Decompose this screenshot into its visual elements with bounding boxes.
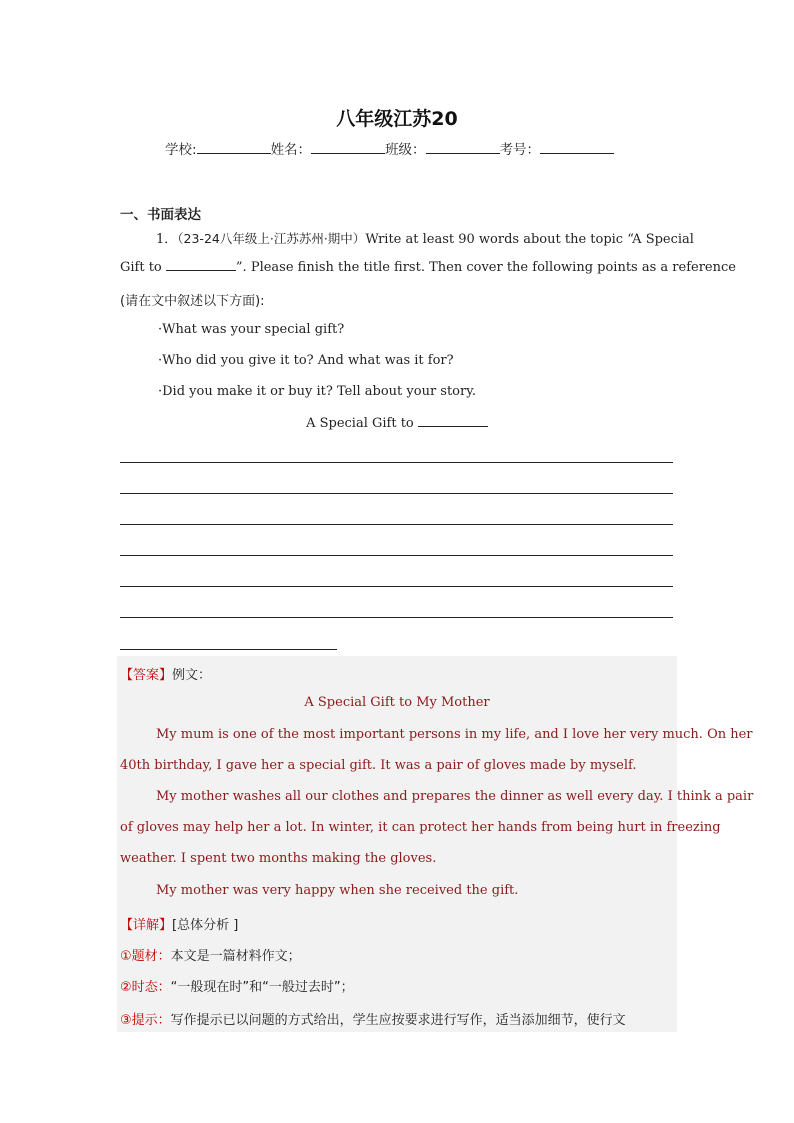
- point-3: ·Did you make it or buy it? Tell about your story.: [158, 384, 476, 399]
- answer-line-3: My mother washes all our clothes and prepares the dinner as well every day. I think a pair: [156, 789, 754, 804]
- essay-title-line: [120, 415, 674, 431]
- writing-line: [120, 462, 673, 463]
- name-label: 姓名：: [270, 142, 312, 158]
- answer-line-5: weather. I spent two months making the gloves.: [120, 851, 437, 866]
- detail-item-3: [120, 1009, 674, 1028]
- detail-marker-1: ①: [120, 949, 132, 964]
- answer-line-2: 40th birthday, I gave her a special gift. It was a pair of gloves made by myself.: [120, 758, 637, 773]
- detail-label: 【详解】: [120, 918, 173, 933]
- point-1: ·What was your special gift?: [158, 322, 345, 337]
- detail-heading: [总体分析 ]: [172, 918, 239, 933]
- answer-header: [120, 664, 674, 683]
- writing-line: [120, 555, 673, 556]
- writing-line: [120, 617, 673, 618]
- detail-item-text-2: “一般现在时”和“一般过去时”；: [170, 980, 354, 995]
- detail-header: [120, 914, 674, 933]
- writing-line: [120, 493, 673, 494]
- detail-item-label-1: 题材：: [131, 949, 171, 964]
- school-field[interactable]: [197, 141, 271, 154]
- answer-line-4: of gloves may help her a lot. In winter, it can protect her hands from being hurt in freezing: [120, 820, 721, 835]
- number-label: 考号：: [499, 142, 541, 158]
- question-text-2a: Gift to: [120, 260, 162, 275]
- point-2: ·Who did you give it to? And what was it for?: [158, 353, 454, 368]
- answer-label: 【答案】: [120, 668, 173, 683]
- answer-label-suffix: 例文：: [172, 668, 212, 683]
- page-title: 八年级江苏20: [336, 108, 458, 130]
- question-line-2: [120, 259, 736, 275]
- student-info-line: [165, 138, 614, 158]
- essay-title-prompt: A Special Gift to: [306, 416, 414, 431]
- detail-marker-3: ③: [120, 1013, 132, 1028]
- class-field[interactable]: [426, 141, 500, 154]
- writing-line: [120, 586, 673, 587]
- answer-line-6: My mother was very happy when she received the gift.: [156, 883, 519, 898]
- title-blank: [166, 259, 236, 271]
- question-line-1: [120, 228, 694, 247]
- detail-item-1: [120, 945, 674, 964]
- question-line-3: (请在文中叙述以下方面):: [120, 294, 265, 309]
- question-source: （23-24八年级上·江苏苏州·期中）: [177, 231, 366, 246]
- answer-essay-title: A Special Gift to My Mother: [304, 695, 490, 710]
- question-text-1: Write at least 90 words about the topic “A Special: [365, 232, 694, 247]
- detail-marker-2: ②: [120, 980, 132, 995]
- name-field[interactable]: [311, 141, 385, 154]
- school-label: 学校:: [165, 142, 197, 158]
- detail-item-label-3: 提示：: [131, 1013, 171, 1028]
- question-number: 1．: [156, 232, 178, 247]
- detail-item-2: [120, 976, 674, 995]
- writing-line: [120, 524, 673, 525]
- answer-line-1: My mum is one of the most important persons in my life, and I love her very much. On her: [156, 727, 753, 742]
- class-label: 班级：: [385, 142, 426, 158]
- detail-item-text-1: 本文是一篇材料作文；: [170, 949, 301, 964]
- number-field[interactable]: [540, 141, 614, 154]
- detail-item-label-2: 时态：: [131, 980, 171, 995]
- question-text-2b: ”. Please finish the title first. Then cover the following points as a reference: [235, 260, 736, 275]
- detail-item-text-3: 写作提示已以问题的方式给出，学生应按要求进行写作，适当添加细节，使行文: [170, 1013, 626, 1028]
- section-title: 一、书面表达: [120, 207, 201, 223]
- essay-title-blank: [418, 415, 488, 427]
- writing-line-short: [120, 649, 337, 650]
